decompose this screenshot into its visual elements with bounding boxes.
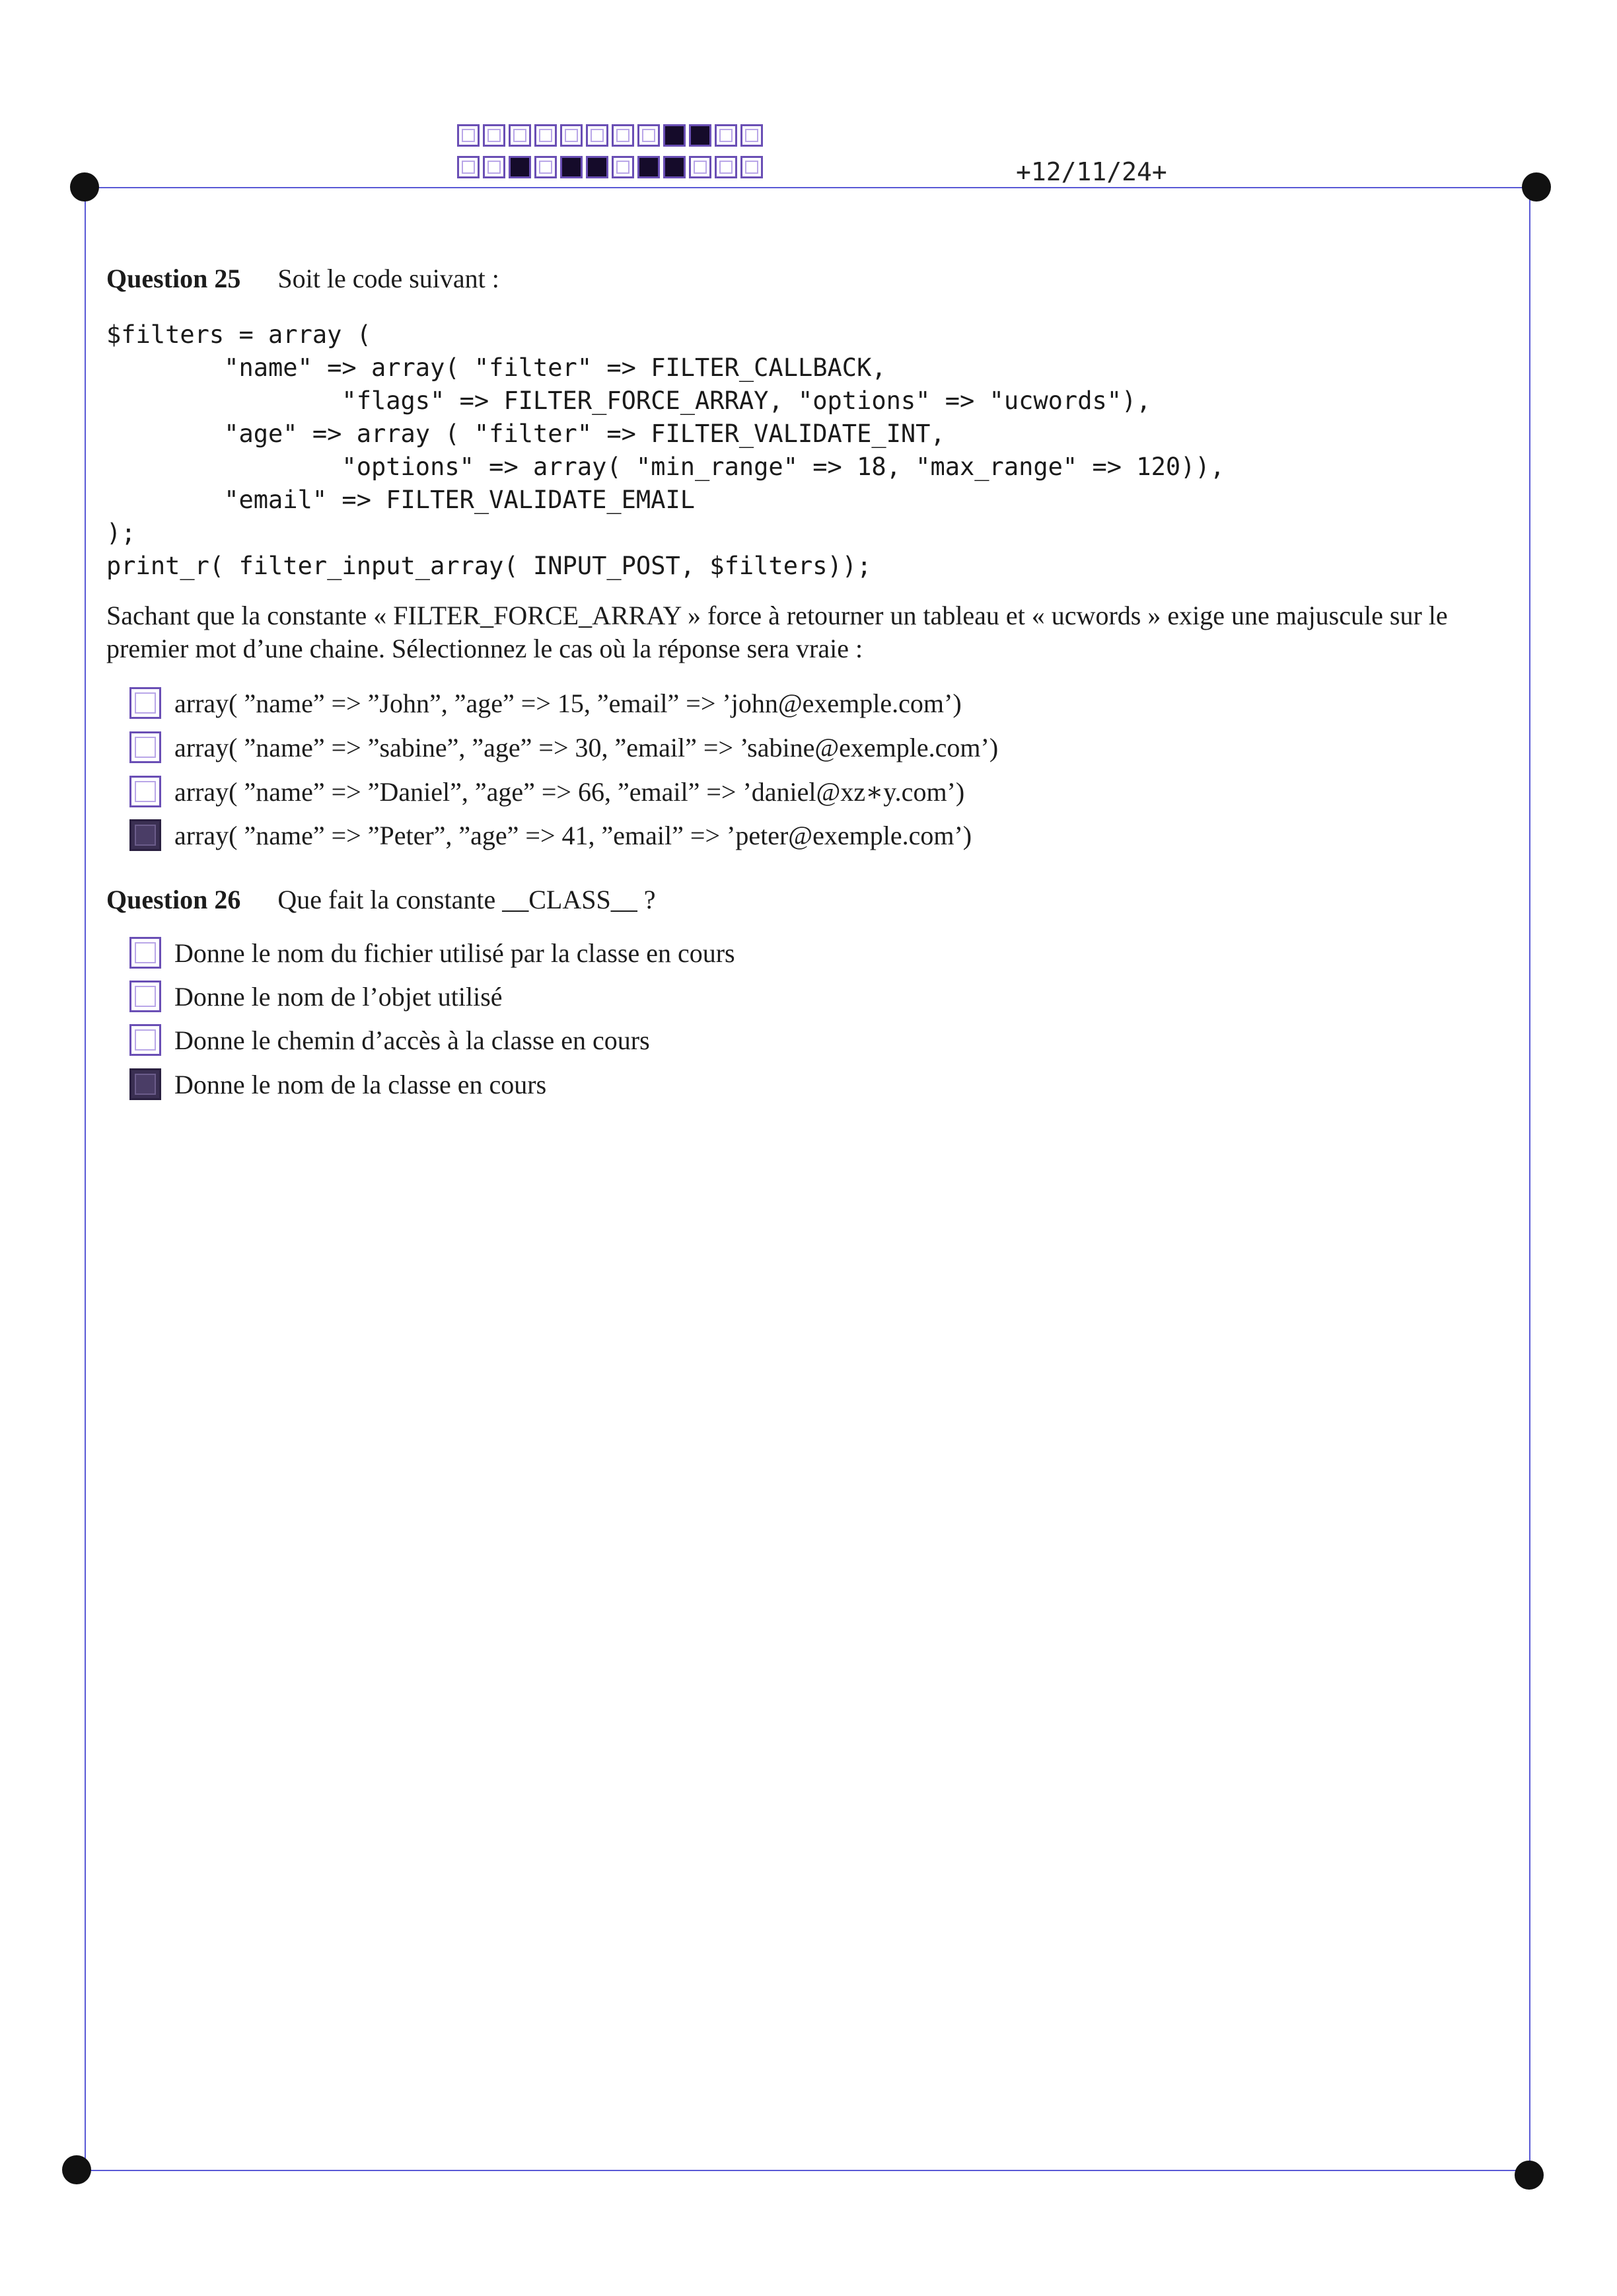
barcode-cell [689, 124, 711, 147]
choice-label: array( ”name” => ”John”, ”age” => 15, ”email” => ’john@exemple.com’) [174, 688, 962, 718]
barcode-cell [509, 124, 531, 147]
corner-mark-bottom-right [1515, 2161, 1544, 2190]
question-25-text: Sachant que la constante « FILTER_FORCE_ARRAY » force à retourner un tableau et « ucwords » exige une majuscule sur le premier mot d’une chaine. Sélectionnez le cas où la réponse sera vraie : [106, 601, 1448, 663]
q25-choice-1[interactable] [129, 687, 962, 719]
barcode-cell [740, 156, 763, 178]
frame-right-line [1529, 188, 1530, 2170]
checkbox[interactable] [129, 1068, 161, 1100]
barcode-cell [637, 156, 660, 178]
barcode-cell [509, 156, 531, 178]
frame-left-line [85, 188, 86, 2170]
barcode-cell [663, 124, 686, 147]
barcode-cell [715, 156, 737, 178]
barcode-row-1 [457, 124, 766, 147]
choice-label: Donne le nom de la classe en cours [174, 1069, 547, 1099]
choice-label: array( ”name” => ”Peter”, ”age” => 41, ”email” => ’peter@exemple.com’) [174, 820, 972, 850]
checkbox[interactable] [129, 937, 161, 969]
frame-bottom-line [77, 2170, 1530, 2171]
barcode-cell [483, 124, 505, 147]
barcode-cell [586, 124, 608, 147]
question-25-header [106, 263, 499, 294]
barcode-cell [534, 124, 557, 147]
barcode-cell [534, 156, 557, 178]
choice-label: Donne le nom du fichier utilisé par la classe en cours [174, 938, 735, 968]
barcode-cell [740, 124, 763, 147]
barcode-cell [663, 156, 686, 178]
q25-choice-4[interactable] [129, 819, 972, 851]
barcode-cell [612, 156, 634, 178]
barcode-cell [689, 156, 711, 178]
barcode-cell [612, 124, 634, 147]
q26-choice-3[interactable] [129, 1024, 650, 1056]
choice-label: array( ”name” => ”sabine”, ”age” => 30, ”email” => ’sabine@exemple.com’) [174, 732, 999, 762]
checkbox[interactable] [129, 687, 161, 719]
barcode-row-2 [457, 156, 766, 178]
question-number: Question 25 [106, 264, 241, 293]
barcode-cell [637, 124, 660, 147]
barcode-cell [560, 156, 583, 178]
checkbox[interactable] [129, 981, 161, 1012]
barcode-cell [715, 124, 737, 147]
frame-top-line [86, 187, 1536, 188]
barcode-cell [586, 156, 608, 178]
checkbox[interactable] [129, 819, 161, 851]
checkbox[interactable] [129, 1024, 161, 1056]
choice-label: Donne le chemin d’accès à la classe en cours [174, 1025, 650, 1055]
q26-choice-4[interactable] [129, 1068, 546, 1100]
question-prompt: Soit le code suivant : [277, 264, 499, 293]
corner-mark-top-left [70, 172, 99, 202]
question-prompt: Que fait la constante __CLASS__ ? [277, 885, 656, 914]
barcode-cell [483, 156, 505, 178]
checkbox[interactable] [129, 776, 161, 807]
q25-choice-2[interactable] [129, 731, 998, 763]
barcode-cell [457, 124, 480, 147]
checkbox[interactable] [129, 731, 161, 763]
q25-choice-3[interactable] [129, 776, 964, 807]
choice-label: array( ”name” => ”Daniel”, ”age” => 66, ”email” => ’daniel@xz∗y.com’) [174, 776, 965, 807]
barcode-cell [457, 156, 480, 178]
choice-label: Donne le nom de l’objet utilisé [174, 981, 503, 1012]
q26-choice-1[interactable] [129, 937, 735, 969]
page-id: +12/11/24+ [1016, 157, 1167, 186]
question-number: Question 26 [106, 885, 241, 914]
corner-mark-top-right [1522, 172, 1551, 202]
corner-mark-bottom-left [62, 2155, 91, 2184]
code-block: $filters = array ( "name" => array( "filter" => FILTER_CALLBACK, "flags" => FILTER_FORCE_ARRAY, "options" => "ucwords"), "age" => array ( "filter" => FILTER_VALIDATE_INT, "options" => array( "min_range" => 18, "max_range" => 120)), "email" => FILTER_VALIDATE_EMAIL ); print_r( filter_input_array( INPUT_POST, $filters)); [106, 320, 1225, 580]
q26-choice-2[interactable] [129, 981, 503, 1012]
barcode-cell [560, 124, 583, 147]
question-26-header [106, 884, 655, 915]
